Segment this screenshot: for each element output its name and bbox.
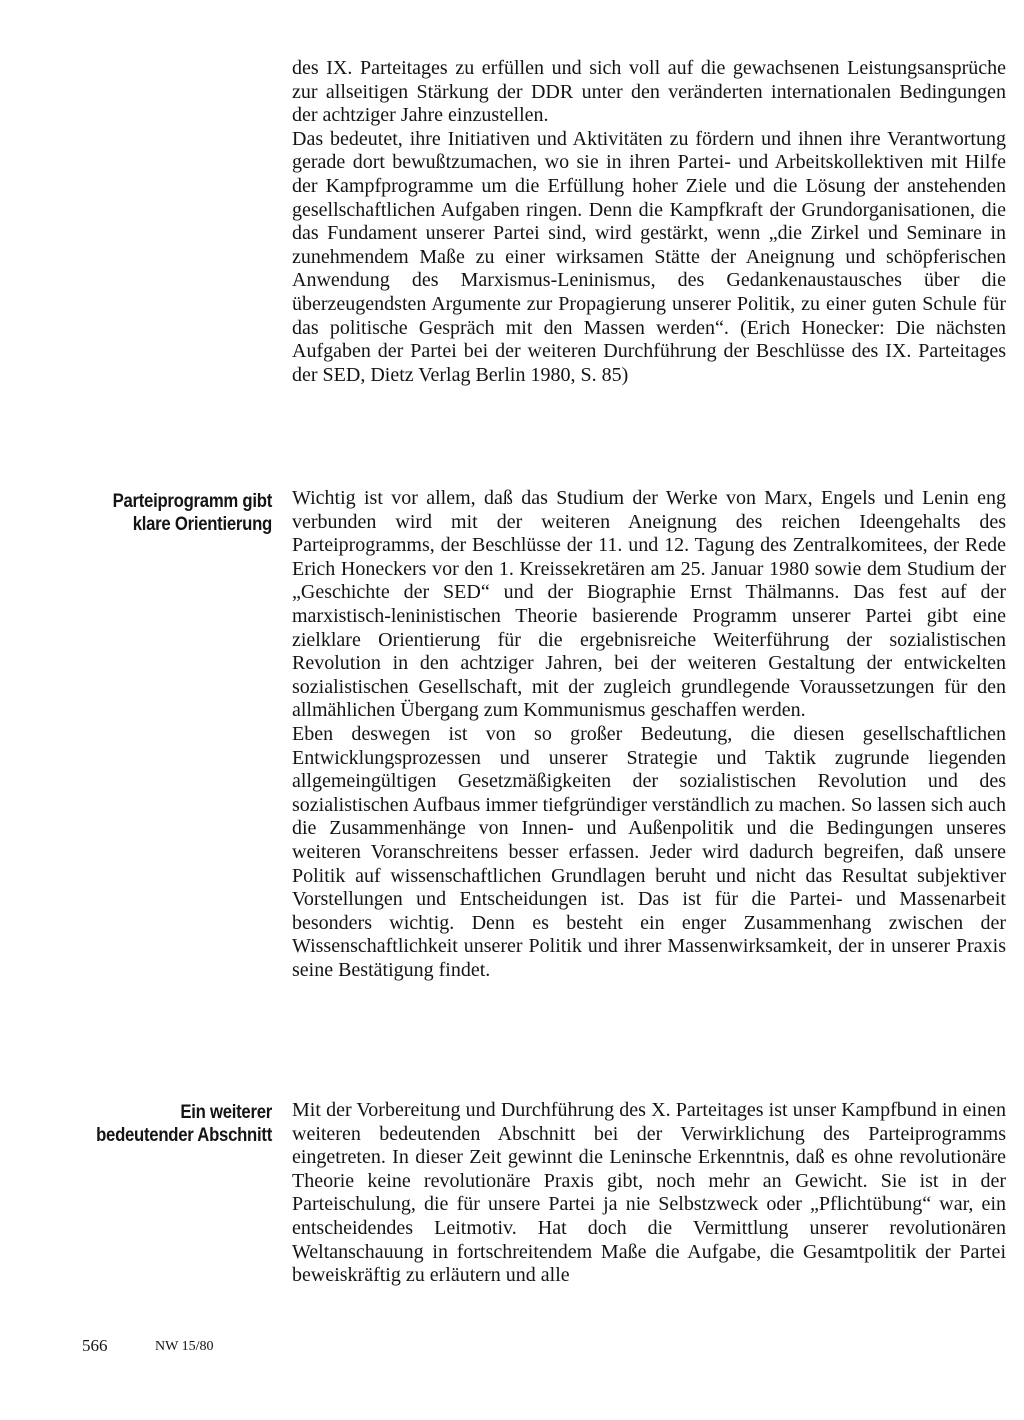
paragraph: Eben deswegen ist von so großer Bedeutung, die diesen gesellschaftlichen Entwicklungsprozessen und unserer Strategie und Taktik zugrunde liegenden allgemeingültigen Gesetzmäßigkeiten der sozialistischen Revolution und des sozialistischen Aufbaus immer tiefgründiger verständlich zu machen. So lassen sich auch die Zusammenhänge von Innen- und Außenpolitik und die Bedingungen unseres weiteren Voranschreitens besser erfassen. Jeder wird dadurch begreifen, daß unsere Politik auf wissenschaftlichen Grundlagen beruht und nicht das Resultat subjektiver Vorstellungen und Entscheidungen ist. Das ist für die Partei- und Massenarbeit besonders wichtig. Denn es besteht ein enger Zusammenhang zwischen der Wissenschaftlichkeit unserer Politik und ihrer Massenwirksamkeit, der in unserer Praxis seine Bestätigung findet. [292,722,1006,981]
issue-label: NW 15/80 [155,1339,214,1354]
section-1-text [292,57,1006,387]
margin-heading-abschnitt: Ein weiterer bedeutender Abschnitt [96,1102,273,1146]
paragraph: Mit der Vorbereitung und Durchführung des X. Parteitages ist unser Kampfbund in einen weiteren bedeutenden Abschnitt bei der Verwirklichung des Parteiprogramms eingetreten. In dieser Zeit gewinnt die Leninsche Erkenntnis, daß es ohne revolutionäre Theorie keine revolutionäre Praxis gibt, noch mehr an Gewicht. Sie ist in der Parteischulung, die für unsere Partei ja nie Selbstzweck oder „Pflichtübung“ war, ein entscheidendes Leitmotiv. Hat doch die Vermittlung unserer revolutionären Weltanschauung in fortschreitendem Maße die Aufgabe, die Gesamtpolitik der Partei beweiskräftig zu erläutern und alle [292,1099,1006,1287]
paragraph: des IX. Parteitages zu erfüllen und sich voll auf die gewachsenen Leistungsansprüche zur allseitigen Stärkung der DDR unter den veränderten internationalen Bedingungen der achtziger Jahre einzustellen. [292,57,1006,127]
margin-heading-parteiprogramm: Parteiprogramm gibt klare Orientierung [112,491,272,535]
paragraph: Das bedeutet, ihre Initiativen und Aktivitäten zu fördern und ihnen ihre Verantwortung gerade dort bewußtzumachen, wo sie in ihren Partei- und Arbeitskollektiven mit Hilfe der Kampfprogramme um die Erfüllung hoher Ziele und die Lösung der anstehenden gesellschaftlichen Aufgaben ringen. Denn die Kampfkraft der Grundorganisationen, die das Fundament unserer Partei sind, wird gestärkt, wenn „die Zirkel und Seminare in zunehmendem Maße zu einer wirksamen Stätte der Aneignung und schöpferischen Anwendung des Marxismus-Leninismus, des Gedankenaustausches über die überzeugendsten Argumente zur Propagierung unserer Politik, zu einer guten Schule für das politische Gespräch mit den Massen werden“. (Erich Honecker: Die nächsten Aufgaben der Partei bei der weiteren Durchführung der Beschlüsse des IX. Parteitages der SED, Dietz Verlag Berlin 1980, S. 85) [292,127,1006,386]
paragraph: Wichtig ist vor allem, daß das Studium der Werke von Marx, Engels und Lenin eng verbunden wird mit der weiteren Aneignung des reichen Ideengehalts des Parteiprogramms, der Beschlüsse der 11. und 12. Tagung des Zentralkomitees, der Rede Erich Honeckers vor den 1. Kreissekretären am 25. Januar 1980 sowie dem Studium der „Geschichte der SED“ und der Biographie Ernst Thälmanns. Das fest auf der marxistisch-leninistischen Theorie basierende Programm unserer Partei gibt eine zielklare Orientierung für die ergebnisreiche Weiterführung der sozialistischen Revolution in den achtziger Jahren, bei der weiteren Gestaltung der entwickelten sozialistischen Gesellschaft, mit der zugleich grundlegende Voraussetzungen für den allmählichen Übergang zum Kommunismus geschaffen werden. [292,487,1006,722]
page-number: 566 [82,1336,108,1355]
section-2-text [292,487,1006,982]
section-3-text [292,1099,1006,1288]
